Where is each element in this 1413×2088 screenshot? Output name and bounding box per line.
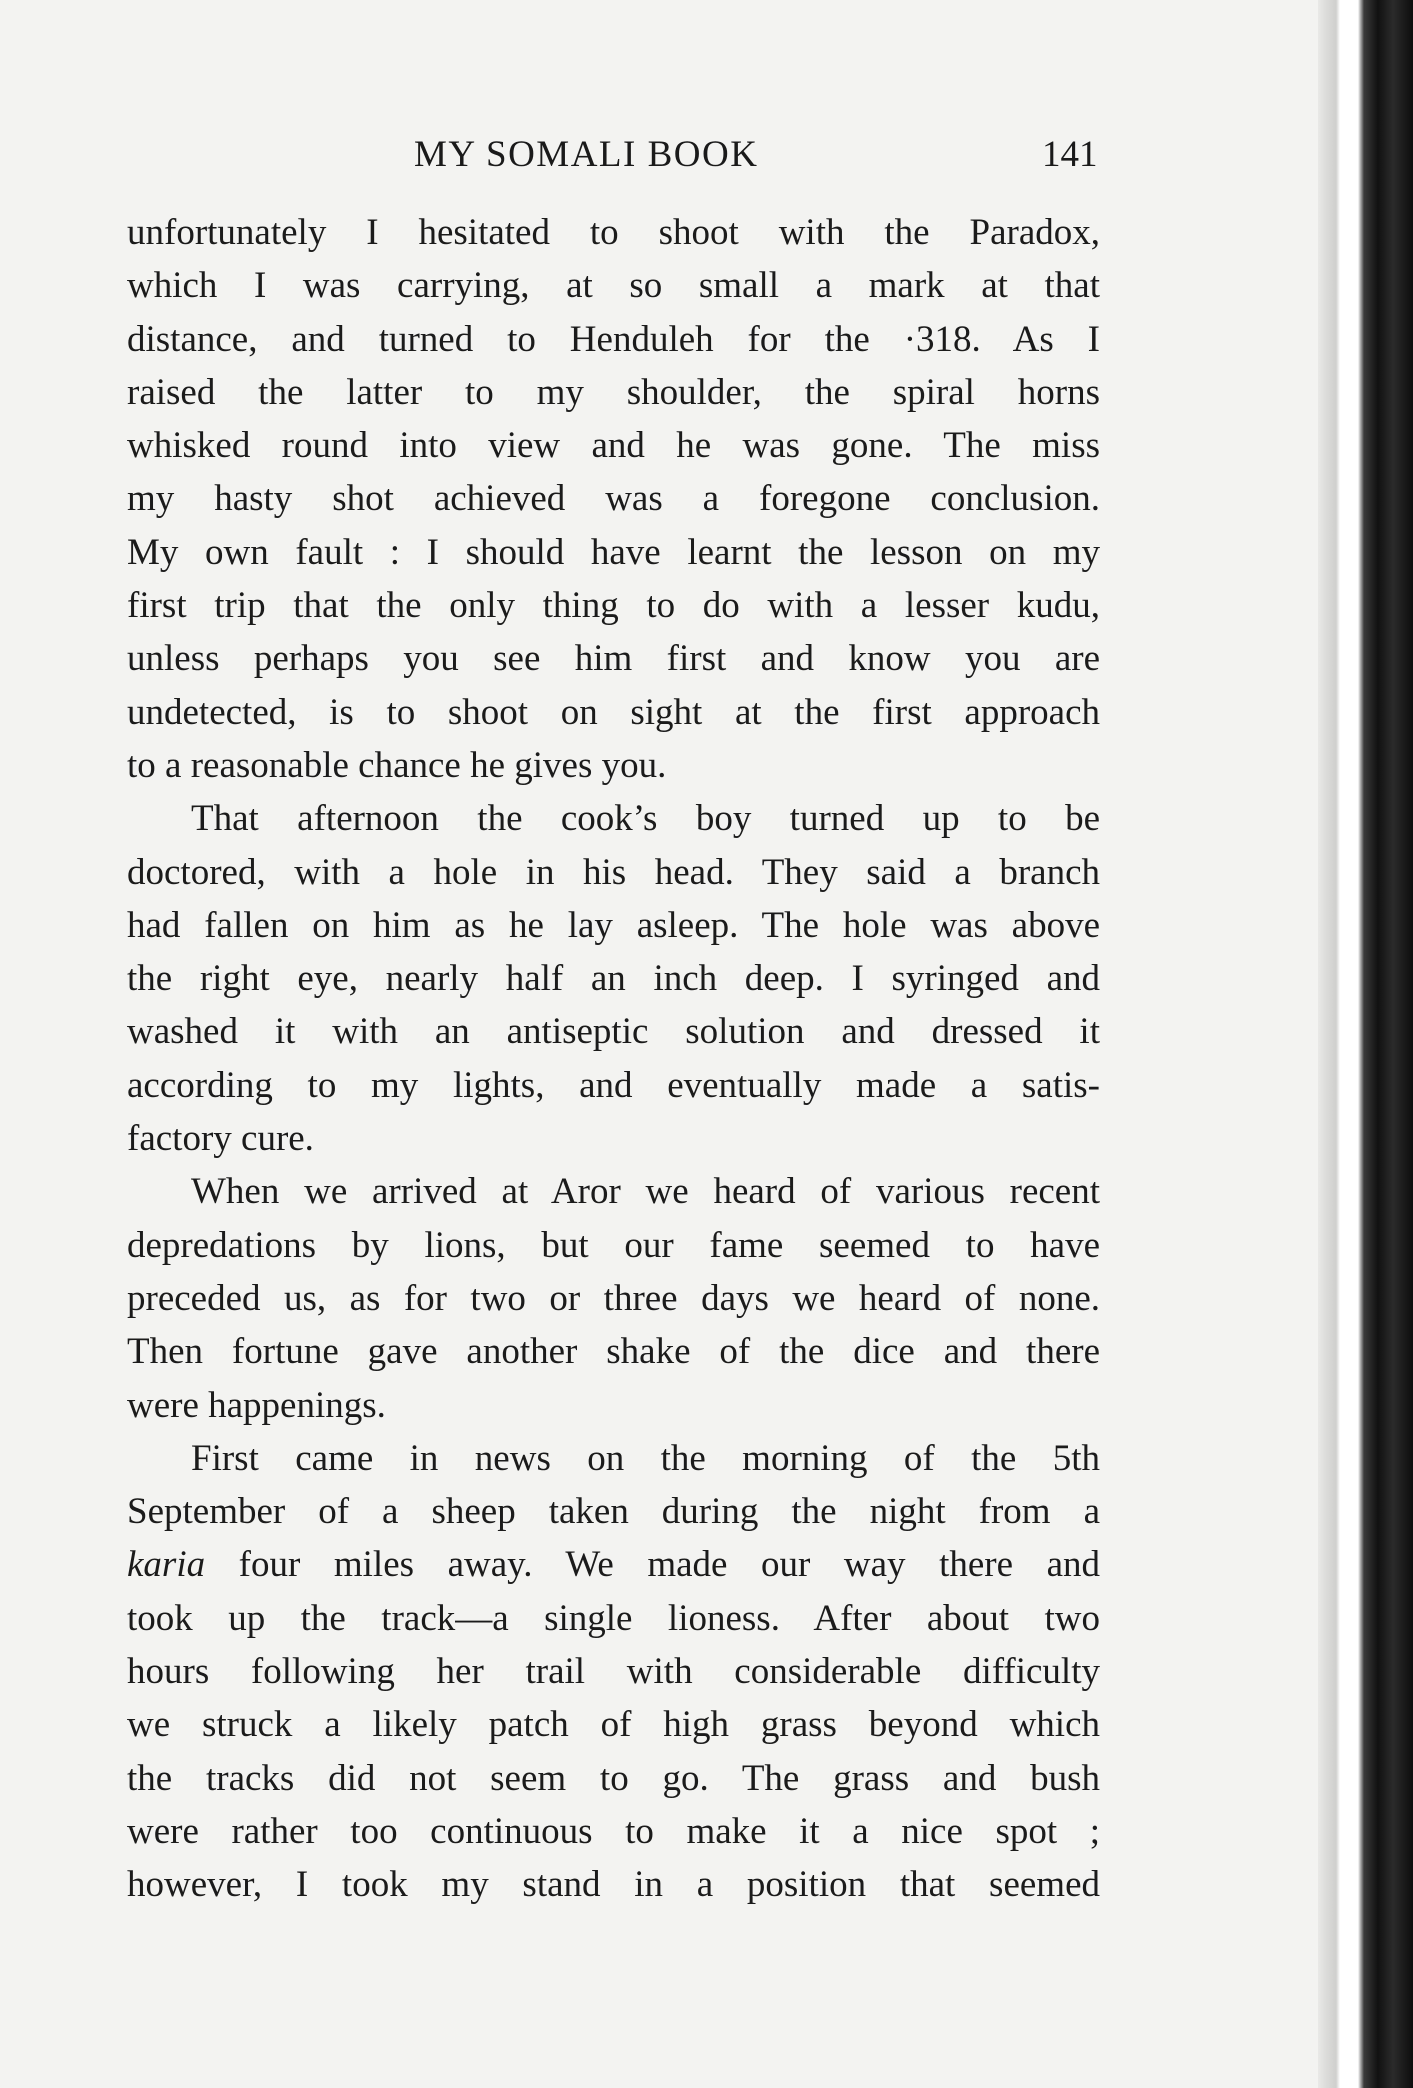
text-line: the right eye, nearly half an inch deep. I syringed and <box>127 958 1100 1000</box>
text-line: were rather too continuous to make it a nice spot ; <box>127 1810 1100 1852</box>
text-line: distance, and turned to Henduleh for the ·318. As I <box>127 318 1100 360</box>
text-line: first trip that the only thing to do with a lesser kudu, <box>127 585 1100 627</box>
paragraph <box>127 792 1100 1165</box>
text-line: we struck a likely patch of high grass beyond which <box>127 1704 1100 1746</box>
running-title: MY SOMALI BOOK <box>414 134 759 175</box>
italic-word: karia <box>127 1544 206 1586</box>
text-line: which I was carrying, at so small a mark at that <box>127 265 1100 307</box>
paragraph <box>127 1432 1100 1912</box>
text-line: took up the track—a single lioness. After about two <box>127 1597 1100 1639</box>
book-spine-edge <box>1318 0 1413 2088</box>
text-line: washed it with an antiseptic solution and dressed it <box>127 1011 1100 1053</box>
text-line: unless perhaps you see him first and know you are <box>127 638 1100 680</box>
text-line: When we arrived at Aror we heard of various recent <box>191 1171 1100 1213</box>
paragraph <box>127 1165 1100 1431</box>
text-line: depredations by lions, but our fame seemed to have <box>127 1224 1100 1266</box>
text-line: to a reasonable chance he gives you. <box>127 744 667 786</box>
text-line: however, I took my stand in a position that seemed <box>127 1864 1100 1906</box>
text-line: Then fortune gave another shake of the dice and there <box>127 1331 1100 1373</box>
text-line: September of a sheep taken during the night from a <box>127 1491 1100 1533</box>
page-header <box>0 133 1413 183</box>
text-line: factory cure. <box>127 1118 314 1160</box>
text-line: undetected, is to shoot on sight at the first approach <box>127 691 1100 733</box>
text-line: preceded us, as for two or three days we heard of none. <box>127 1277 1100 1319</box>
text-line: whisked round into view and he was gone. The miss <box>127 425 1100 467</box>
text-line-rest: four miles away. We made our way there and <box>205 1544 1100 1586</box>
text-line: doctored, with a hole in his head. They said a branch <box>127 851 1100 893</box>
body-text <box>127 206 1100 1912</box>
paragraph <box>127 206 1100 792</box>
text-line: First came in news on the morning of the 5th <box>191 1437 1100 1479</box>
text-line: my hasty shot achieved was a foregone conclusion. <box>127 478 1100 520</box>
text-line <box>127 1538 1100 1591</box>
text-line: according to my lights, and eventually made a satis- <box>127 1064 1100 1106</box>
text-line: had fallen on him as he lay asleep. The hole was above <box>127 904 1100 946</box>
text-line: unfortunately I hesitated to shoot with the Paradox, <box>127 212 1100 253</box>
text-line: raised the latter to my shoulder, the spiral horns <box>127 371 1100 413</box>
page-number: 141 <box>1042 134 1098 175</box>
text-line: hours following her trail with considerable difficulty <box>127 1651 1100 1693</box>
text-line: were happenings. <box>127 1384 386 1426</box>
text-line: My own fault : I should have learnt the lesson on my <box>127 531 1100 573</box>
text-line: That afternoon the cook’s boy turned up to be <box>191 798 1100 840</box>
text-line: the tracks did not seem to go. The grass and bush <box>127 1757 1100 1799</box>
